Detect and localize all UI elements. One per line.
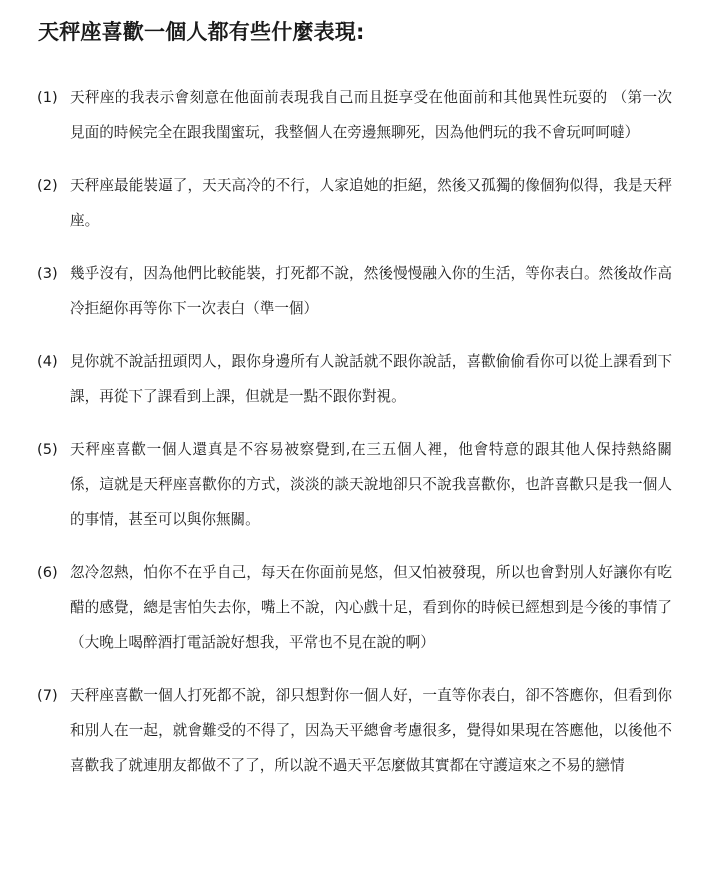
item-text: 見你就不說話扭頭閃人，跟你身邊所有人說話就不跟你說話，喜歡偷偷看你可以從上課看到下課，再從下了課看到上課，但就是一點不跟你對視。: [70, 353, 672, 405]
item-list: [0, 80, 708, 801]
item-number: (6): [37, 564, 58, 581]
item-number: (1): [37, 89, 58, 106]
item-number: (5): [37, 441, 58, 458]
list-item: [0, 432, 708, 537]
list-item: [0, 168, 708, 238]
list-item: [0, 555, 708, 660]
list-item: [0, 678, 708, 783]
item-text: 天秤座的我表示會刻意在他面前表現我自己而且挺享受在他面前和其他異性玩耍的 （第一次見面的時候完全在跟我閨蜜玩，我整個人在旁邊無聊死，因為他們玩的我不會玩呵呵噠）: [70, 89, 672, 141]
page-title: 天秤座喜歡一個人都有些什麼表現:: [38, 20, 365, 44]
list-item: [0, 344, 708, 414]
item-number: (2): [37, 177, 58, 194]
item-text: 天秤座喜歡一個人打死都不說，卻只想對你一個人好，一直等你表白，卻不答應你，但看到你和別人在一起，就會難受的不得了，因為天平總會考慮很多，覺得如果現在答應他，以後他不喜歡我了就連朋友都做不了了，所以說不過天平怎麼做其實都在守護這來之不易的戀情: [70, 687, 672, 774]
item-text: 忽冷忽熱，怕你不在乎自己，每天在你面前晃悠，但又怕被發現，所以也會對別人好讓你有吃醋的感覺，總是害怕失去你，嘴上不說，內心戲十足，看到你的時候已經想到是今後的事情了（大晚上喝醉酒打電話說好想我，平常也不見在說的啊）: [70, 564, 672, 651]
item-number: (7): [37, 687, 58, 704]
list-item: [0, 80, 708, 150]
item-text: 天秤座喜歡一個人還真是不容易被察覺到,在三五個人裡，他會特意的跟其他人保持熱絡關係，這就是天秤座喜歡你的方式，淡淡的談天說地卻只不說我喜歡你，也許喜歡只是我一個人的事情，甚至可以與你無關。: [70, 441, 672, 528]
list-item: [0, 256, 708, 326]
item-text: 幾乎沒有，因為他們比較能裝，打死都不說，然後慢慢融入你的生活，等你表白。然後故作高冷拒絕你再等你下一次表白（準一個）: [70, 265, 672, 317]
item-number: (3): [37, 265, 58, 282]
item-number: (4): [37, 353, 58, 370]
item-text: 天秤座最能裝逼了，天天高冷的不行，人家追她的拒絕，然後又孤獨的像個狗似得，我是天秤座。: [70, 177, 672, 229]
